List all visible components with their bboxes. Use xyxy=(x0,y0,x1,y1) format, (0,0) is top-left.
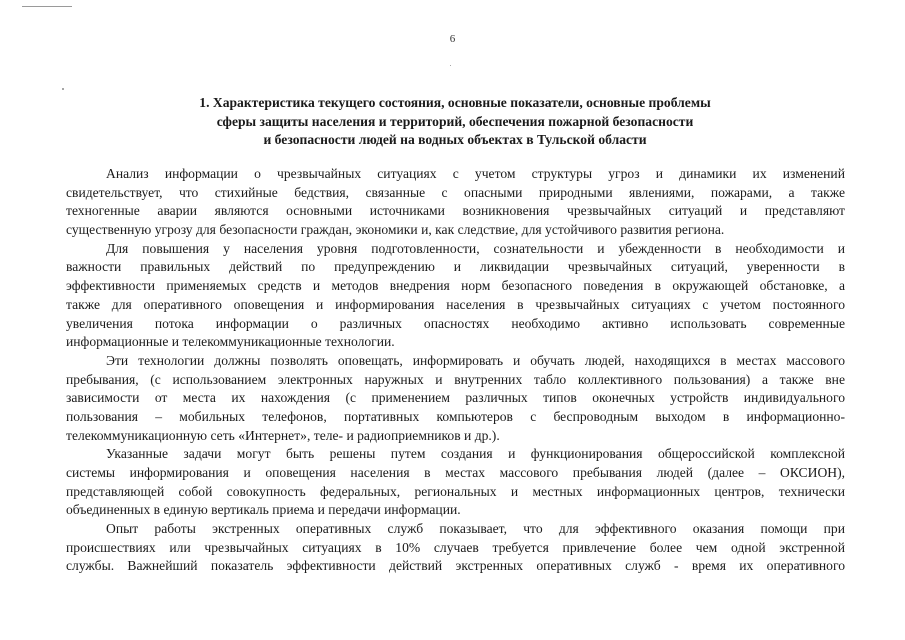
text-line: происшествиях или чрезвычайных ситуациях в 10% случаев требуется привлечение более чем одной экстренной xyxy=(66,539,845,555)
text-line: телекоммуникационную сеть «Интернет», теле- и радиоприемников и др.). xyxy=(66,427,500,443)
text-line: службы. Важнейший показатель эффективности действий экстренных оперативных служб - время их оперативного xyxy=(66,558,845,574)
paragraph-2 xyxy=(66,240,845,352)
paragraph-4 xyxy=(66,445,845,520)
text-line: информационные и телекоммуникационные технологии. xyxy=(66,334,395,350)
section-heading xyxy=(60,94,850,150)
text-line: зависимости от места их нахождения (с применением различных типов оконечных устройств индивидуального xyxy=(66,390,845,406)
paragraph-3 xyxy=(66,352,845,445)
text-line: пребывания, (с использованием электронных наружных и внутренних табло коллективного пользования) а также вне xyxy=(66,371,845,387)
text-line: существенную угрозу для безопасности граждан, экономики и, как следствие, для устойчивого развития региона. xyxy=(66,222,725,238)
text-line: также для оперативного оповещения и информирования населения в чрезвычайных ситуациях с учетом постоянного xyxy=(66,296,845,312)
text-line: пользования – мобильных телефонов, портативных компьютеров с беспроводным выходом в информационно- xyxy=(66,408,845,424)
text-line: техногенные аварии являются основными источниками возникновения чрезвычайных ситуаций и представляют xyxy=(66,203,845,219)
text-line: Эти технологии должны позволять оповещать, информировать и обучать людей, находящихся в местах массового xyxy=(106,352,845,368)
heading-line: и безопасности людей на водных объектах в Тульской области xyxy=(263,132,647,147)
text-line: Указанные задачи могут быть решены путем создания и функционирования общероссийской комплексной xyxy=(106,446,845,462)
heading-line: сферы защиты населения и территорий, обеспечения пожарной безопасности xyxy=(216,113,694,129)
text-line: Опыт работы экстренных оперативных служб показывает, что для эффективного оказания помощи при xyxy=(106,521,845,537)
text-line: представляющей собой совокупность федеральных, региональных и местных информационных центров, технически xyxy=(66,483,845,499)
text-line: Анализ информации о чрезвычайных ситуациях с учетом структуры угроз и динамики их изменений xyxy=(106,166,845,181)
page-number: 6 xyxy=(449,33,456,45)
paragraph-5 xyxy=(66,520,845,576)
text-line: системы информирования и оповещения населения в местах массового пребывания людей (далее – ОКСИОН), xyxy=(66,465,845,480)
text-line: объединенных в единую вертикаль приема и передачи информации. xyxy=(66,502,461,518)
scan-artifact-line xyxy=(22,6,72,7)
text-line: свидетельствует, что стихийные бедствия, связанные с опасными природными явлениями, пожарами, а также xyxy=(66,184,845,200)
text-line: важности правильных действий по предупреждению и ликвидации чрезвычайных ситуаций, уверенности в xyxy=(66,259,845,275)
body-text xyxy=(66,165,845,576)
text-line: увеличения потока информации о различных опасностях необходимо активно использовать современные xyxy=(66,315,845,331)
text-line: Для повышения у населения уровня подготовленности, сознательности и убежденности в необходимости и xyxy=(106,240,845,256)
scan-speck xyxy=(62,88,64,90)
scan-speck xyxy=(450,65,451,66)
text-line: эффективности применяемых средств и методов внедрения норм безопасного поведения в окружающей обстановке, а xyxy=(66,278,845,294)
heading-line: 1. Характеристика текущего состояния, основные показатели, основные проблемы xyxy=(199,95,711,110)
paragraph-1 xyxy=(66,165,845,240)
